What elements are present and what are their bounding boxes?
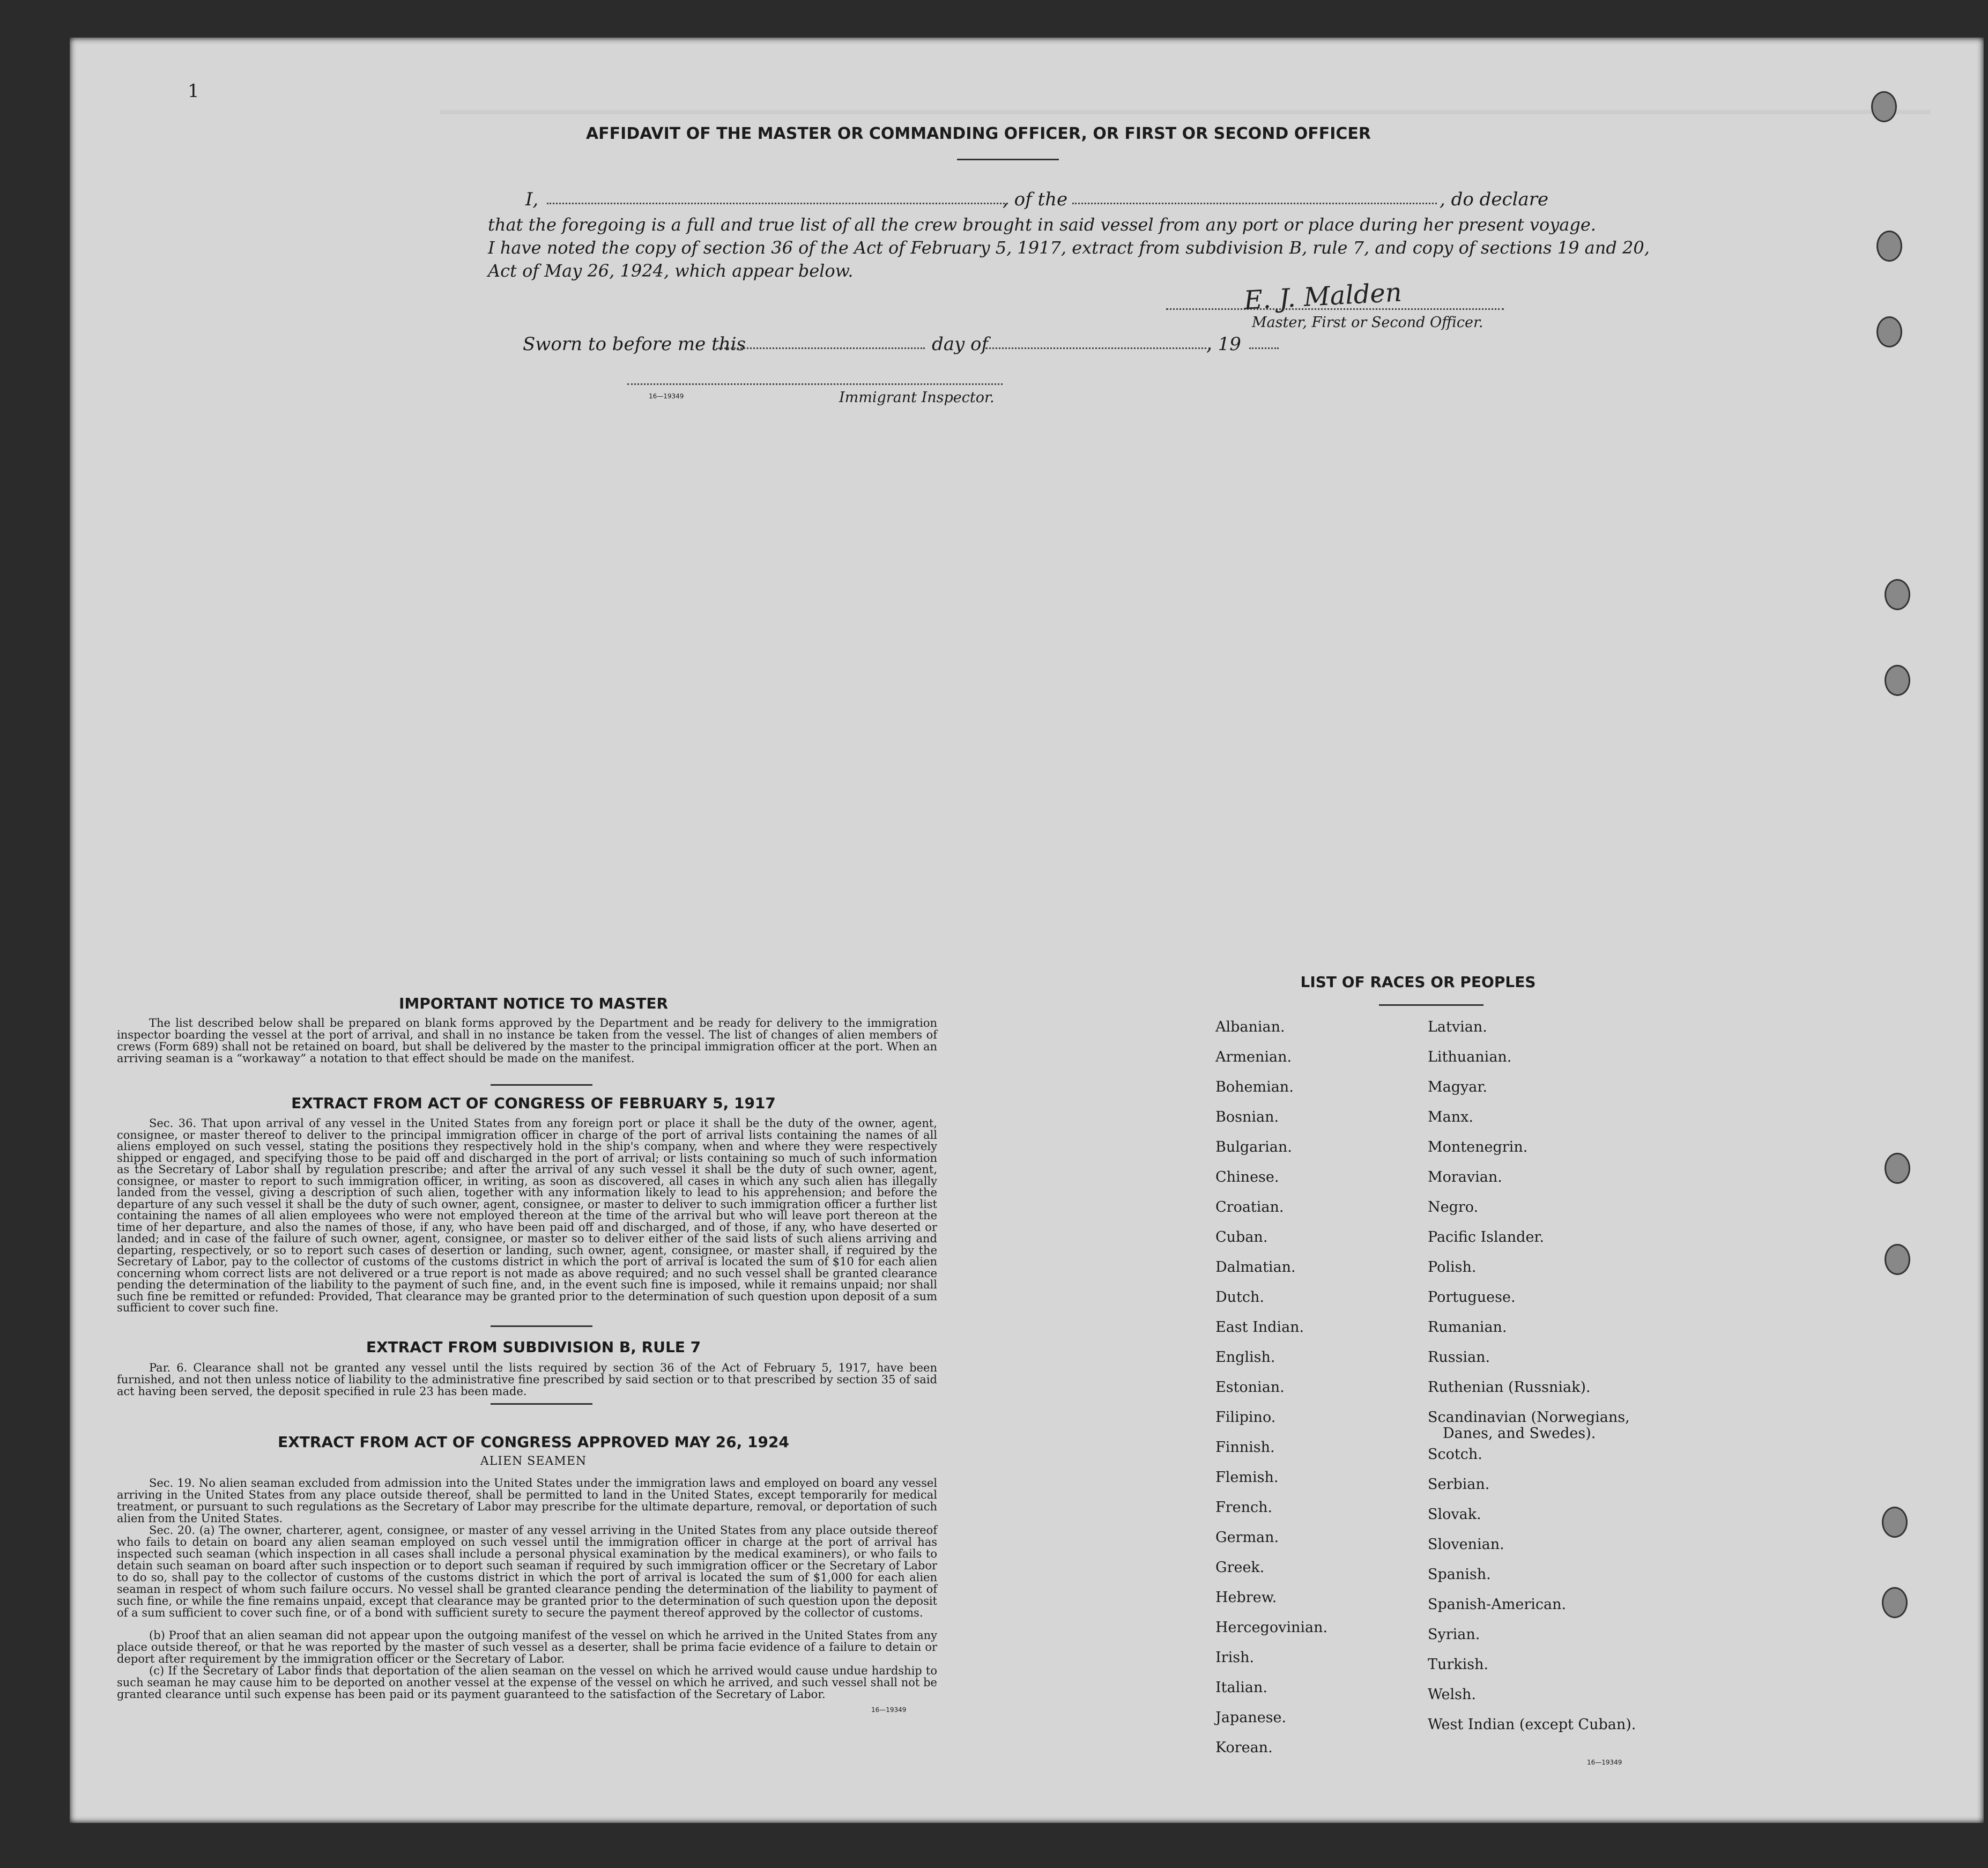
race-item: Greek. xyxy=(1215,1559,1265,1576)
rule7-title: EXTRACT FROM SUBDIVISION B, RULE 7 xyxy=(366,1338,701,1356)
race-item: Magyar. xyxy=(1428,1079,1487,1095)
sworn-year-blank xyxy=(1249,347,1279,349)
affidavit-line1-declare: , do declare xyxy=(1440,189,1549,210)
race-item: Scotch. xyxy=(1428,1446,1482,1463)
race-item: Spanish. xyxy=(1428,1566,1491,1583)
race-item: Slovak. xyxy=(1428,1506,1481,1523)
extract-1924-sec20a: Sec. 20. (a) The owner, charterer, agent, consignee, or master of any vessel arriving in the United States from any place outside thereof who fails to detain on board any alien seaman employed on such vessel until the immigration officer in charge at the port of arrival has inspected such seaman (which inspection in all cases shall include a personal physical examination by the medical examiners), or who fails to detain such seaman on board after such inspection or to deport such seaman if required by such immigration officer or the Secretary of Labor to do so, shall pay to the collector of customs of the customs district in which the port of arrival is located the sum of $1,000 for each alien seaman in respect of whom such failure occurs. No vessel shall be granted clearance pending the determination of the liability to payment of such fine, or while the fine remains unpaid, except that clearance may be granted prior to the determination of such question upon the deposit of a sum sufficient to cover such fine, or of a bond with sufficient surety to secure the payment thereof approved by the collector of customs. xyxy=(117,1524,937,1619)
race-item: Dalmatian. xyxy=(1215,1259,1296,1276)
race-item-scandinavian: Scandinavian (Norwegians, Danes, and Swedes). xyxy=(1428,1409,1630,1442)
race-item: Turkish. xyxy=(1428,1656,1489,1673)
binder-hole-2 xyxy=(1876,231,1902,262)
extract-1924-title: EXTRACT FROM ACT OF CONGRESS APPROVED MAY 26, 1924 xyxy=(278,1433,789,1451)
race-item: Cuban. xyxy=(1215,1229,1268,1246)
sworn-month-blank xyxy=(985,347,1211,349)
race-item: Slovenian. xyxy=(1428,1536,1504,1553)
rule7-text: Par. 6. Clearance shall not be granted any vessel until the lists required by section 36 of the Act of February 5, 1917, have been furnished, and not then unless notice of liability to the administrative fine prescribed by said section or to that prescribed by section 35 of said act having been served, the deposit specified in rule 23 has been made. xyxy=(117,1361,937,1398)
form-number-bottom-right: 16—19349 xyxy=(1587,1759,1622,1766)
inspector-caption: Immigrant Inspector. xyxy=(839,389,995,406)
affidavit-line3: I have noted the copy of section 36 of the Act of February 5, 1917, extract from subdivision B, rule 7, and copy of sections 19 and 20, xyxy=(488,238,1650,258)
binder-hole-6 xyxy=(1885,1153,1910,1184)
race-item: Bosnian. xyxy=(1215,1109,1279,1125)
sworn-year: , 19 xyxy=(1206,333,1241,355)
notice-title: IMPORTANT NOTICE TO MASTER xyxy=(398,995,669,1012)
race-item: Albanian. xyxy=(1215,1019,1285,1035)
sworn-text: Sworn to before me this xyxy=(523,333,746,355)
race-item: Hebrew. xyxy=(1215,1589,1277,1606)
race-item: Armenian. xyxy=(1215,1049,1292,1065)
race-item: Estonian. xyxy=(1215,1379,1285,1396)
affidavit-line1-of: , of the xyxy=(1003,189,1068,210)
binder-hole-9 xyxy=(1882,1587,1908,1618)
race-item: East Indian. xyxy=(1215,1319,1304,1336)
race-item: Polish. xyxy=(1428,1259,1477,1276)
margin-mark: 1 xyxy=(188,80,199,102)
race-item: Pacific Islander. xyxy=(1428,1229,1544,1246)
extract-1924-sec20c: (c) If the Secretary of Labor finds that deportation of the alien seaman on the vessel on which he arrived would cause undue hardship to such seaman he may cause him to be deported on another vessel at the expense of the vessel on which he arrived, and such vessel shall not be granted clearance until such expense has been paid or its payment guaranteed to the satisfaction of the Secretary of Labor. xyxy=(117,1664,937,1701)
rule7-rule xyxy=(491,1403,592,1405)
race-item: Flemish. xyxy=(1215,1469,1279,1486)
race-item: Spanish-American. xyxy=(1428,1596,1567,1613)
binder-hole-7 xyxy=(1885,1244,1910,1275)
binder-hole-1 xyxy=(1871,91,1897,122)
race-item: Hercegovinian. xyxy=(1215,1619,1328,1636)
extract-1924-sec20b: (b) Proof that an alien seaman did not appear upon the outgoing manifest of the vessel on which he arrived in the United States from any place outside thereof, or that he was reported by the master of such vessel as a deserter, shall be prima facie evidence of a failure to detain or deport after requirement by the immigration officer or the Secretary of Labor. xyxy=(117,1629,937,1665)
race-item: Rumanian. xyxy=(1428,1319,1507,1336)
race-item: West Indian (except Cuban). xyxy=(1428,1716,1636,1733)
race-item: Welsh. xyxy=(1428,1686,1476,1703)
extract-1917-title: EXTRACT FROM ACT OF CONGRESS OF FEBRUARY 5, 1917 xyxy=(291,1094,776,1112)
race-item: Irish. xyxy=(1215,1649,1255,1666)
races-title: LIST OF RACES OR PEOPLES xyxy=(1300,973,1536,991)
extract-1917-rule xyxy=(491,1325,592,1327)
race-item: Russian. xyxy=(1428,1349,1490,1366)
vessel-blank xyxy=(1072,203,1437,204)
races-title-rule xyxy=(1379,1004,1483,1006)
binder-hole-8 xyxy=(1882,1507,1908,1538)
race-item: Ruthenian (Russniak). xyxy=(1428,1379,1591,1396)
signature-caption: Master, First or Second Officer. xyxy=(1252,314,1483,331)
race-item: Lithuanian. xyxy=(1428,1049,1512,1065)
extract-1924-sec19: Sec. 19. No alien seaman excluded from admission into the United States under the immigration laws and employed on board any vessel arriving in the United States from any place outside thereof, shall be permitted to land in the United States, except temporarily for medical treatment, or pursuant to such regulations as the Secretary of Labor may prescribe for the ultimate departure, removal, or deportation of such alien from the United States. xyxy=(117,1477,937,1525)
race-item: English. xyxy=(1215,1349,1275,1366)
extract-1924-subtitle: ALIEN SEAMEN xyxy=(480,1455,587,1468)
form-number-bottom-left: 16—19349 xyxy=(871,1706,907,1714)
race-item: Italian. xyxy=(1215,1679,1267,1696)
name-blank xyxy=(547,203,1008,204)
race-item: German. xyxy=(1215,1529,1279,1546)
race-item: Dutch. xyxy=(1215,1289,1264,1306)
race-item: Croatian. xyxy=(1215,1199,1284,1215)
race-item: Negro. xyxy=(1428,1199,1479,1215)
race-item: Chinese. xyxy=(1215,1169,1279,1185)
race-item: Latvian. xyxy=(1428,1019,1487,1035)
race-item: Bulgarian. xyxy=(1215,1139,1292,1155)
signature: E. J. Malden xyxy=(1243,277,1403,316)
sworn-day-blank xyxy=(718,347,925,349)
affidavit-title: AFFIDAVIT OF THE MASTER OR COMMANDING OFFICER, OR FIRST OR SECOND OFFICER xyxy=(585,124,1371,143)
race-item: Serbian. xyxy=(1428,1476,1490,1493)
affidavit-line2: that the foregoing is a full and true list of all the crew brought in said vessel from any port or place during her present voyage. xyxy=(488,214,1596,235)
race-item: Korean. xyxy=(1215,1739,1273,1756)
extract-1917-text: Sec. 36. That upon arrival of any vessel in the United States from any foreign port or place it shall be the duty of the owner, agent, consignee, or master thereof to deliver to the principal immigration officer in charge of the port of arrival lists containing the names of all aliens employed on such vessel, stating the positions they respectively hold in the ship's company, when and where they were respectively shipped or engaged, and specifying those to be paid off and discharged in the port of arrival; or lists containing so much of such information as the Secretary of Labor shall by regulation prescribe; and after the arrival of any such vessel it shall be the duty of such owner, agent, consignee, or master to report to such immigration officer, in writing, as soon as discovered, all cases in which any such alien has illegally landed from the vessel, giving a description of such alien, together with any information likely to lead to his apprehension; and before the departure of any such vessel it shall be the duty of such owner, agent, consignee, or master to deliver to such immigration officer a further list containing the names of all alien employees who were not employed thereon at the time of the arrival but who will leave port thereon at the time of her departure, and also the names of those, if any, who have been paid off and discharged, and of those, if any, who have deserted or landed; and in case of the failure of such owner, agent, consignee, or master so to deliver either of the said lists of such aliens arriving and departing, respectively, or so to report such cases of desertion or landing, such owner, agent, consignee, or master shall, if required by the Secretary of Labor, pay to the collector of customs of the customs district in which the port of arrival is located the sum of $10 for each alien concerning whom correct lists are not delivered or a true report is not made as above required; and no such vessel shall be granted clearance pending the determination of the liability to the payment of such fine, and, in the event such fine is imposed, while it remains unpaid; nor shall such fine be remitted or refunded: Provided, That clearance may be granted prior to the determination of such question upon deposit of a sum sufficient to cover such fine. xyxy=(117,1117,937,1314)
form-number-top: 16—19349 xyxy=(649,392,684,400)
binder-hole-3 xyxy=(1876,316,1902,347)
race-item: Finnish. xyxy=(1215,1439,1275,1456)
binder-hole-5 xyxy=(1885,665,1910,696)
affidavit-title-rule xyxy=(957,159,1059,160)
race-item: Moravian. xyxy=(1428,1169,1502,1185)
race-item: Filipino. xyxy=(1215,1409,1276,1426)
affidavit-line1-i: I, xyxy=(525,189,539,210)
notice-rule xyxy=(491,1084,592,1086)
affidavit-line4: Act of May 26, 1924, which appear below. xyxy=(488,261,854,281)
race-item: Bohemian. xyxy=(1215,1079,1294,1095)
sworn-day-of: day of xyxy=(932,333,989,355)
race-item: Montenegrin. xyxy=(1428,1139,1528,1155)
race-item: Syrian. xyxy=(1428,1626,1480,1643)
race-item: Manx. xyxy=(1428,1109,1473,1125)
race-item: French. xyxy=(1215,1499,1273,1516)
inspector-line xyxy=(627,383,1003,385)
binder-hole-4 xyxy=(1885,579,1910,610)
notice-text: The list described below shall be prepared on blank forms approved by the Department and be ready for delivery to the immigration inspector boarding the vessel at the port of arrival, and shall in no instance be taken from the vessel. The list of changes of alien members of crews (Form 689) shall not be retained on board, but shall be delivered by the master to the principal immigration officer at the port. When an arriving seaman is a “workaway” a notation to that effect should be made on the manifest. xyxy=(117,1017,937,1065)
race-item: Portuguese. xyxy=(1428,1289,1516,1306)
race-item: Japanese. xyxy=(1215,1709,1287,1726)
races-right-column xyxy=(1428,1012,1803,1740)
